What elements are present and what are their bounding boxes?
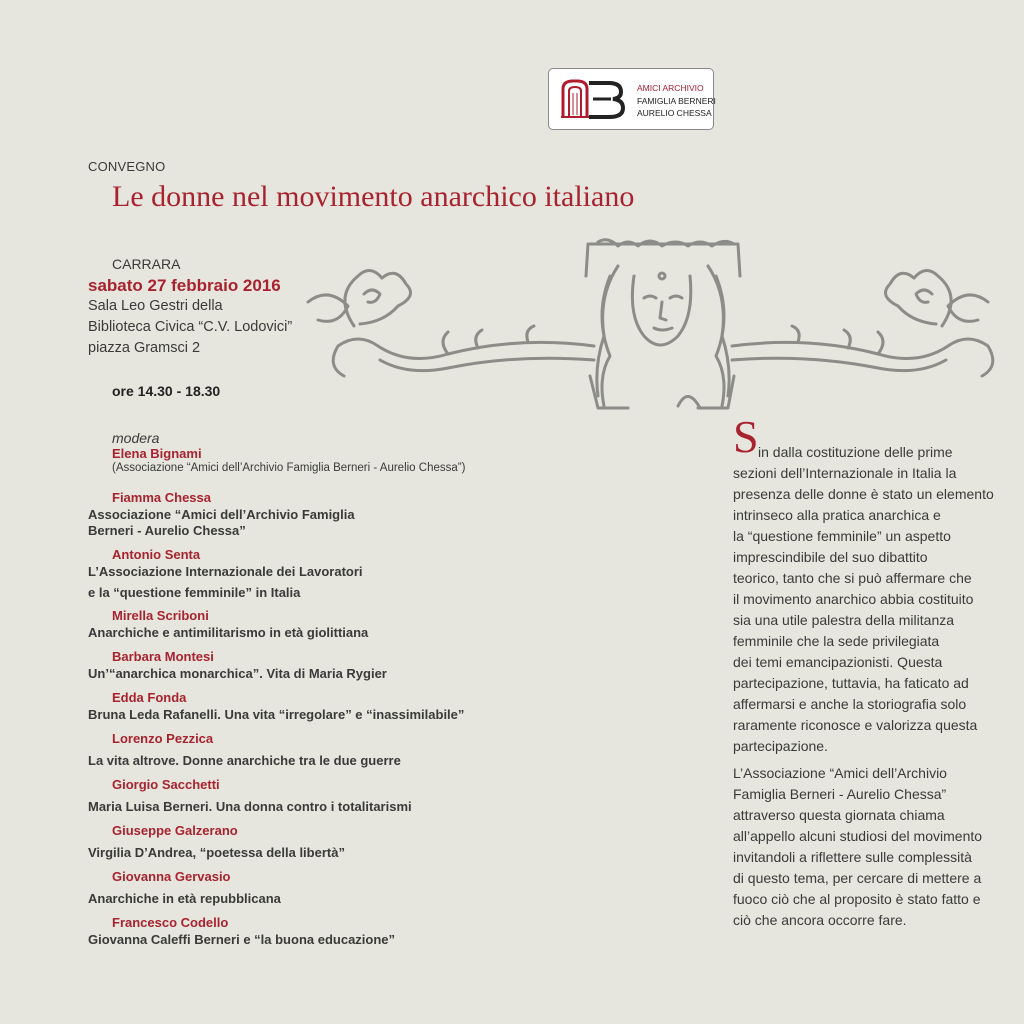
- speaker-talk: Virgilia D’Andrea, “poetessa della libertà”: [88, 845, 345, 860]
- speaker-talk: Giovanna Caleffi Berneri e “la buona educazione”: [88, 932, 396, 947]
- venue-line: Biblioteca Civica “C.V. Lodovici”: [88, 319, 293, 335]
- speaker-talk: Bruna Leda Rafanelli. Una vita “irregolare” e “inassimilabile”: [88, 707, 465, 722]
- logo-text-line1: AMICI ARCHIVIO: [637, 83, 704, 93]
- speaker-talk: Anarchiche in età repubblicana: [88, 891, 281, 906]
- speaker-name: Barbara Montesi: [112, 649, 214, 664]
- speaker-name: Lorenzo Pezzica: [112, 731, 214, 746]
- intro-line: il movimento anarchico abbia costituito: [733, 591, 974, 607]
- intro-line: presenza delle donne è stato un elemento: [733, 486, 994, 502]
- speaker-name: Giuseppe Galzerano: [112, 823, 238, 838]
- moderator-label: modera: [112, 430, 160, 446]
- intro-line: la “questione femminile” un aspetto: [733, 528, 951, 544]
- intro-line: sezioni dell’Internazionale in Italia la: [733, 465, 957, 481]
- venue-line: piazza Gramsci 2: [88, 340, 201, 356]
- speaker-name: Antonio Senta: [112, 547, 201, 562]
- drop-cap: S: [733, 411, 759, 462]
- intro-line: partecipazione.: [733, 738, 828, 754]
- intro-line: all’appello alcuni studiosi del movimento: [733, 828, 983, 844]
- intro-line: ciò che ancora occorre fare.: [733, 912, 907, 928]
- speaker-name: Edda Fonda: [112, 690, 187, 705]
- intro-line: di questo tema, per cercare di mettere a: [733, 870, 982, 886]
- event-hours: ore 14.30 - 18.30: [112, 383, 221, 399]
- logo-text-line2: FAMIGLIA BERNERI: [637, 96, 716, 106]
- speaker-talk: Berneri - Aurelio Chessa”: [88, 523, 246, 538]
- intro-line: attraverso questa giornata chiama: [733, 807, 945, 823]
- intro-line: imprescindibile del suo dibattito: [733, 549, 928, 565]
- intro-line: teorico, tanto che si può affermare che: [733, 570, 972, 586]
- intro-line: L’Associazione “Amici dell’Archivio: [733, 765, 947, 781]
- venue-line: Sala Leo Gestri della: [88, 298, 223, 314]
- moderator-name: Elena Bignami: [112, 446, 202, 461]
- speaker-name: Giorgio Sacchetti: [112, 777, 220, 792]
- speaker-talk: L’Associazione Internazionale dei Lavoratori: [88, 564, 363, 579]
- event-date: sabato 27 febbraio 2016: [88, 276, 281, 295]
- speaker-name: Fiamma Chessa: [112, 490, 211, 505]
- intro-line: in dalla costituzione delle prime: [758, 444, 953, 460]
- archive-book-logo-icon: [559, 79, 631, 119]
- speaker-talk: Anarchiche e antimilitarismo in età giolittiana: [88, 625, 369, 640]
- intro-line: affermarsi e anche la storiografia solo: [733, 696, 967, 712]
- moderator-affiliation: (Associazione “Amici dell’Archivio Famiglia Berneri - Aurelio Chessa”): [112, 462, 466, 474]
- event-kicker: CONVEGNO: [88, 159, 166, 174]
- intro-line: Famiglia Berneri - Aurelio Chessa”: [733, 786, 947, 802]
- event-city: CARRARA: [112, 256, 181, 272]
- intro-line: sia una utile palestra della militanza: [733, 612, 955, 628]
- intro-line: intrinseco alla pratica anarchica e: [733, 507, 941, 523]
- intro-line: femminile che la sede privilegiata: [733, 633, 940, 649]
- logo-text-line3: AURELIO CHESSA: [637, 108, 712, 118]
- speaker-name: Giovanna Gervasio: [112, 869, 231, 884]
- intro-line: dei temi emancipazionisti. Questa: [733, 654, 943, 670]
- intro-line: invitandoli a riflettere sulle complessità: [733, 849, 972, 865]
- art-nouveau-ornament-icon: [298, 236, 998, 416]
- speaker-talk: e la “questione femminile” in Italia: [88, 585, 301, 600]
- page-title: Le donne nel movimento anarchico italiano: [112, 180, 635, 213]
- intro-line: fuoco ciò che al proposito è stato fatto e: [733, 891, 981, 907]
- intro-line: partecipazione, tuttavia, ha faticato ad: [733, 675, 969, 691]
- speaker-talk: Un’“anarchica monarchica”. Vita di Maria Rygier: [88, 666, 387, 681]
- speaker-talk: Maria Luisa Berneri. Una donna contro i totalitarismi: [88, 799, 412, 814]
- organization-logo: [548, 68, 714, 130]
- speaker-name: Francesco Codello: [112, 915, 229, 930]
- speaker-talk: La vita altrove. Donne anarchiche tra le due guerre: [88, 753, 401, 768]
- intro-line: raramente riconosce e valorizza questa: [733, 717, 978, 733]
- speaker-name: Mirella Scriboni: [112, 608, 209, 623]
- speaker-talk: Associazione “Amici dell’Archivio Famiglia: [88, 507, 355, 522]
